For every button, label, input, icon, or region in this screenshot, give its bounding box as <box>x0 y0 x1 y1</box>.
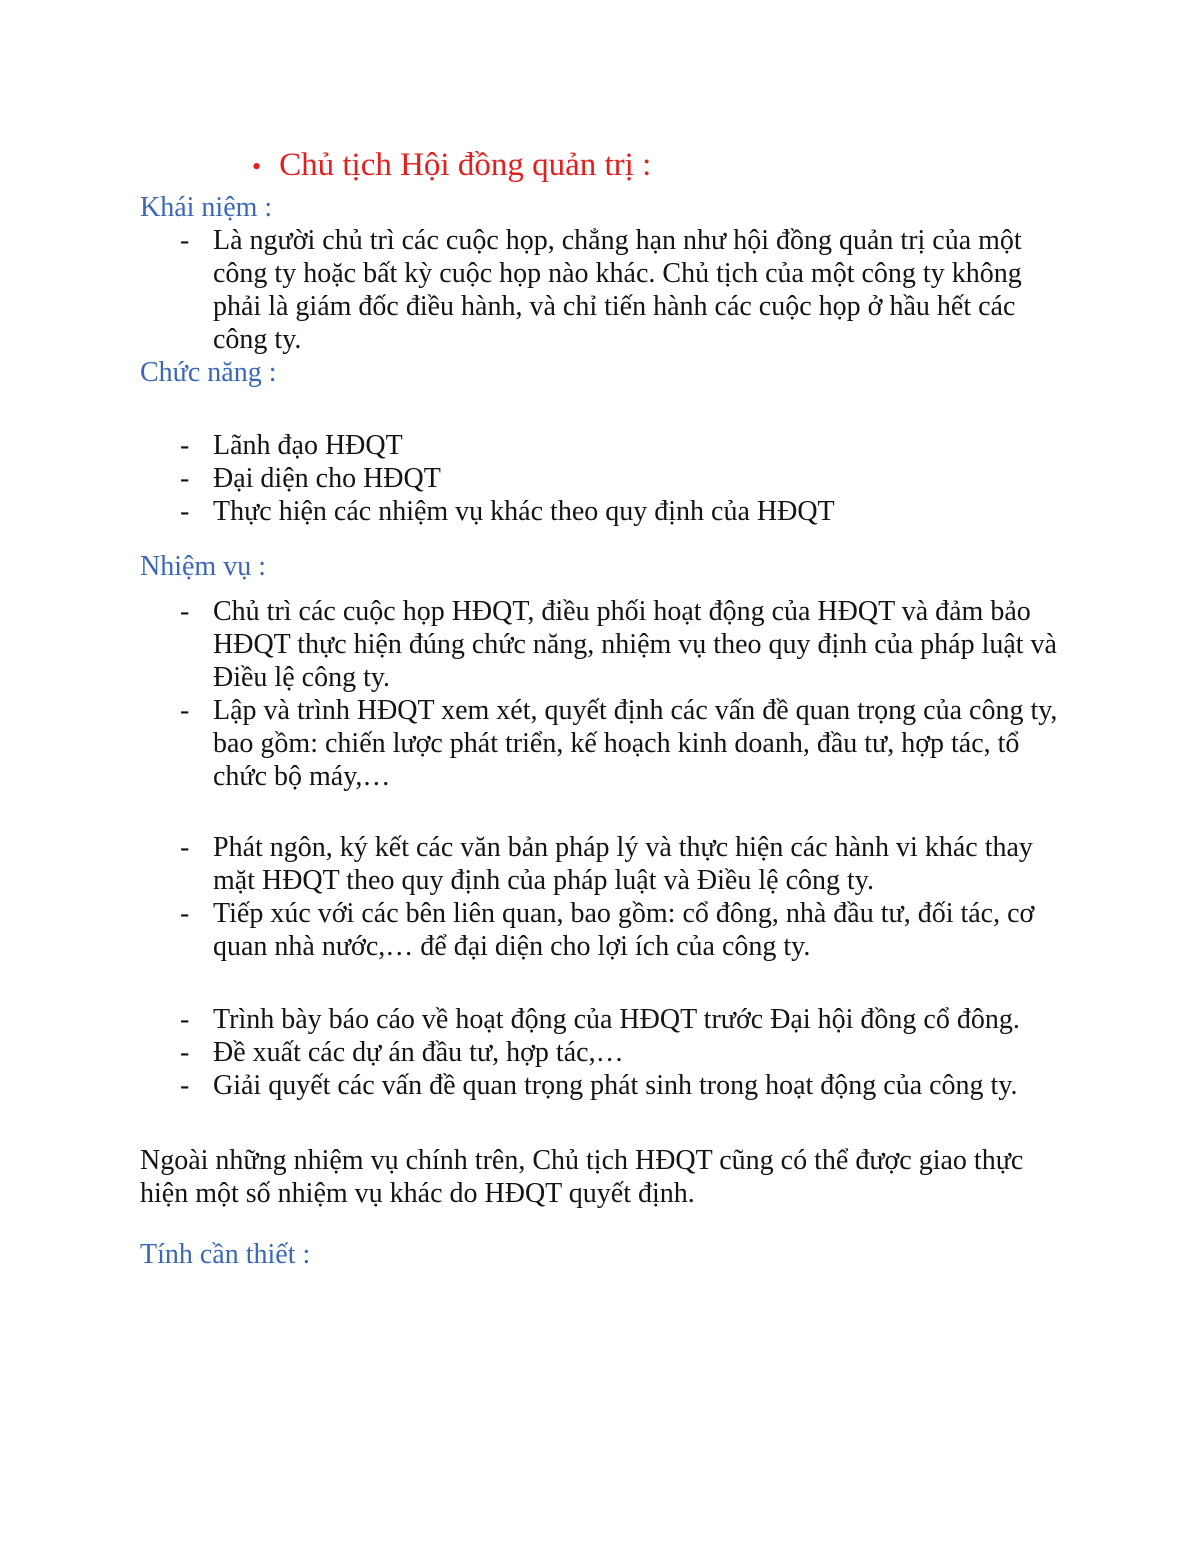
list-item-text: Lập và trình HĐQT xem xét, quyết định các vấn đề quan trọng của công ty, bao gồm: chiến lược phát triển, kế hoạch kinh doanh, đầu tư, hợp tác, tổ chức bộ máy,… <box>213 695 1058 792</box>
dash-marker: - <box>180 832 190 863</box>
dash-marker: - <box>180 1070 190 1101</box>
list-item <box>140 462 1070 495</box>
list-item-text: Phát ngôn, ký kết các văn bản pháp lý và thực hiện các hành vi khác thay mặt HĐQT theo quy định của pháp luật và Điều lệ công ty. <box>213 832 1033 896</box>
list-item <box>140 897 1070 963</box>
dash-marker: - <box>180 695 190 726</box>
list-item-text: Đại diện cho HĐQT <box>213 463 441 494</box>
dash-marker: - <box>180 430 190 461</box>
list-item <box>140 831 1070 897</box>
functions-list <box>140 429 1070 528</box>
list-item <box>140 224 1070 356</box>
list-item-text: Lãnh đạo HĐQT <box>213 430 403 461</box>
document-title: Chủ tịch Hội đồng quản trị : <box>279 147 652 183</box>
document-title-line <box>252 145 1070 187</box>
list-item-text: Giải quyết các vấn đề quan trọng phát sinh trong hoạt động của công ty. <box>213 1070 1018 1101</box>
dash-marker: - <box>180 225 190 256</box>
list-item <box>140 595 1070 694</box>
dash-marker: - <box>180 596 190 627</box>
dash-marker: - <box>180 1037 190 1068</box>
list-item <box>140 1003 1070 1036</box>
duties-list-group-2 <box>140 831 1070 963</box>
list-item-text: Đề xuất các dự án đầu tư, hợp tác,… <box>213 1037 624 1068</box>
list-item <box>140 1069 1070 1102</box>
duties-list-group-3 <box>140 1003 1070 1102</box>
closing-paragraph: Ngoài những nhiệm vụ chính trên, Chủ tịch HĐQT cũng có thể được giao thực hiện một số nhiệm vụ khác do HĐQT quyết định. <box>140 1145 1024 1209</box>
list-item <box>140 1036 1070 1069</box>
bullet-icon: • <box>252 152 262 181</box>
list-item-text: Tiếp xúc với các bên liên quan, bao gồm: cổ đông, nhà đầu tư, đối tác, cơ quan nhà nước,… để đại diện cho lợi ích của công ty. <box>213 898 1035 962</box>
list-item <box>140 694 1070 793</box>
list-item-text: Thực hiện các nhiệm vụ khác theo quy định của HĐQT <box>213 496 835 527</box>
section-heading-chuc-nang: Chức năng : <box>140 357 277 388</box>
dash-marker: - <box>180 496 190 527</box>
list-item <box>140 495 1070 528</box>
section-heading-khai-niem: Khái niệm : <box>140 192 273 223</box>
section-heading-nhiem-vu: Nhiệm vụ : <box>140 551 266 582</box>
dash-marker: - <box>180 898 190 929</box>
list-item <box>140 429 1070 462</box>
concept-list <box>140 224 1070 356</box>
list-item-text: Trình bày báo cáo về hoạt động của HĐQT trước Đại hội đồng cổ đông. <box>213 1004 1020 1035</box>
dash-marker: - <box>180 463 190 494</box>
list-item-text: Là người chủ trì các cuộc họp, chẳng hạn như hội đồng quản trị của một công ty hoặc bất kỳ cuộc họp nào khác. Chủ tịch của một công ty không phải là giám đốc điều hành, và chỉ tiến hành các cuộc họp ở hầu hết các công ty. <box>213 225 1022 355</box>
duties-list-group-1 <box>140 595 1070 793</box>
dash-marker: - <box>180 1004 190 1035</box>
list-item-text: Chủ trì các cuộc họp HĐQT, điều phối hoạt động của HĐQT và đảm bảo HĐQT thực hiện đúng chức năng, nhiệm vụ theo quy định của pháp luật và Điều lệ công ty. <box>213 596 1057 693</box>
section-heading-tinh-can-thiet: Tính cần thiết : <box>140 1239 311 1270</box>
